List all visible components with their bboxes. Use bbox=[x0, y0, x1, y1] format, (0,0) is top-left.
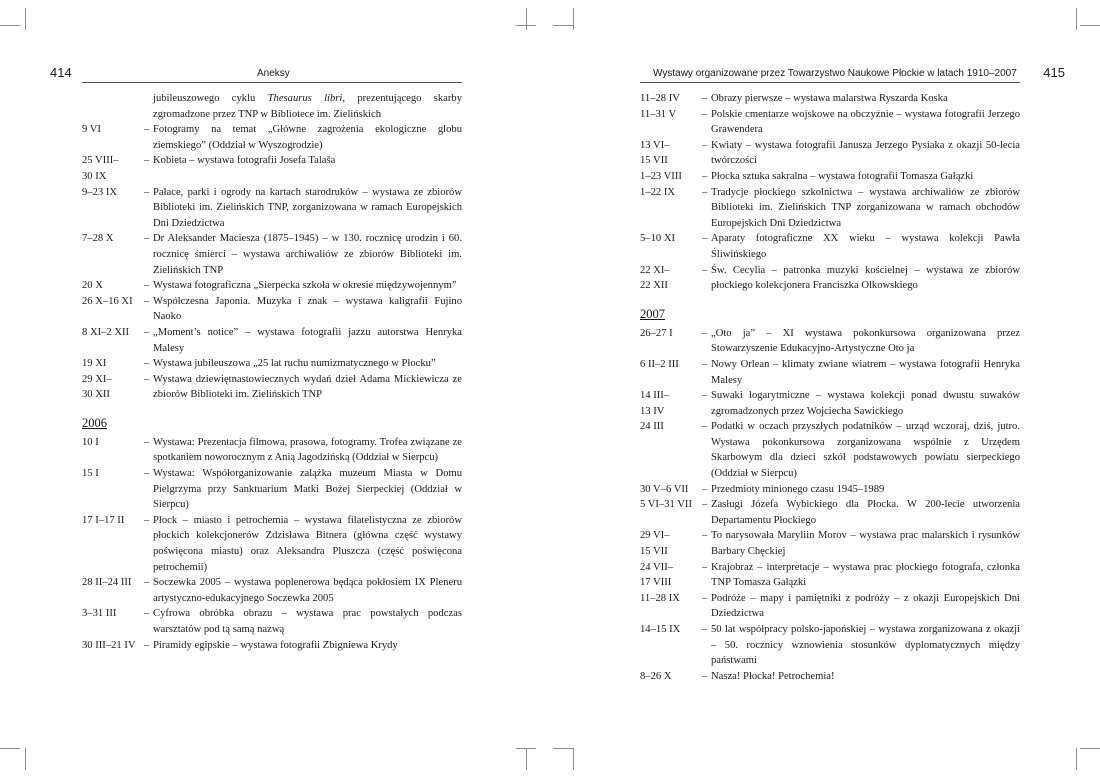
entry-dash: – bbox=[143, 233, 150, 245]
entry-date: 5 VI–31 VII bbox=[640, 499, 692, 511]
year-heading: 2006 bbox=[82, 415, 107, 430]
entry-dash: – bbox=[701, 186, 708, 198]
list-item bbox=[82, 435, 462, 466]
year-heading: 2007 bbox=[640, 306, 665, 321]
entry-text: Wystawa dziewiętnastowiecznych wydań dzieł Adama Mickiewicza ze zbiorów Biblioteki im. Zielińskich TNP bbox=[153, 373, 462, 401]
page-number: 415 bbox=[1043, 65, 1065, 80]
list-item bbox=[640, 91, 1020, 107]
list-item bbox=[640, 622, 1020, 669]
entry-dash: – bbox=[701, 592, 708, 604]
list-item bbox=[640, 528, 1020, 559]
entry-date: 1–22 IX bbox=[640, 186, 676, 198]
entry-text: Zasługi Józefa Wybickiego dla Płocka. W 200-lecie utworzenia Departamentu Płockiego bbox=[711, 499, 1020, 526]
list-item bbox=[640, 388, 1020, 419]
list-item bbox=[640, 591, 1020, 622]
entry-dash: – bbox=[143, 436, 150, 448]
entry-dash: – bbox=[701, 139, 708, 151]
entry-text: Fotogramy na temat „Główne zagrożenia ekologiczne globu ziemskiego” (Oddział w Wyszogrodzie) bbox=[153, 124, 462, 151]
entry-text: Wystawa jubileuszowa „25 lat ruchu numizmatycznego w Płocku” bbox=[153, 358, 436, 370]
entry-text: Piramidy egipskie – wystawa fotografii Zbigniewa Krydy bbox=[153, 639, 398, 651]
entry-text: „Moment’s notice” – wystawa fotografii jazzu autorstwa Henryka Malesy bbox=[153, 326, 462, 354]
entry-dash: – bbox=[143, 280, 150, 292]
entry-dash bbox=[140, 91, 153, 122]
crop-mark bbox=[573, 748, 574, 770]
entry-text: Dr Aleksander Maciesza (1875–1945) – w 130. rocznicę urodzin i 60. rocznicę śmierci – wystawa archiwaliów ze zbiorów Biblioteki im. Zielińskich TNP bbox=[153, 233, 462, 276]
entry-text: Soczewka 2005 – wystawa poplenerowa będąca pokłosiem IX Pleneru artystyczno-edukacyjnego Soczewka 2005 bbox=[153, 577, 462, 604]
entry-dash: – bbox=[701, 499, 708, 511]
entry-text: Suwaki logarytmiczne – wystawa kolekcji ponad dwustu suwaków zgromadzonych przez Wojciecha Sawickiego bbox=[711, 390, 1020, 417]
entry-date: 1–23 VIII bbox=[640, 170, 682, 182]
list-item bbox=[82, 372, 462, 403]
entry-dash: – bbox=[143, 577, 150, 589]
entry-dash: – bbox=[143, 155, 150, 167]
entry-dash: – bbox=[701, 390, 708, 402]
entry-dash: – bbox=[143, 468, 150, 480]
list-item bbox=[82, 278, 462, 294]
entry-text: Obrazy pierwsze – wystawa malarstwa Ryszarda Koska bbox=[711, 93, 948, 104]
entry-text: Płocka sztuka sakralna – wystawa fotografii Tomasza Gałązki bbox=[711, 170, 974, 182]
list-item bbox=[640, 263, 1020, 294]
list-item bbox=[82, 122, 462, 153]
entry-dash: – bbox=[143, 358, 150, 370]
running-head: Aneksy bbox=[257, 68, 290, 79]
entry-dash: – bbox=[143, 639, 150, 651]
entry-text: Wystawa: Prezentacja filmowa, prasowa, fotogramy. Trofea związane ze spotkaniem noworocznym z Anią Jagodzińską (Oddział w Sierpcu) bbox=[153, 436, 462, 464]
crop-mark bbox=[0, 25, 20, 26]
entry-text: Pałace, parki i ogrody na kartach starodruków – wystawa ze zbiorów Biblioteki im. Zielińskich TNP, zorganizowana w ramach Europejskich Dni Dziedzictwa bbox=[153, 186, 462, 229]
entry-dash: – bbox=[143, 608, 150, 620]
entry-text: Cyfrowa obróbka obrazu – wystawa prac powstałych podczas warsztatów pod tą samą nazwą bbox=[153, 608, 462, 635]
running-head: Wystawy organizowane przez Towarzystwo Naukowe Płockie w latach 1910–2007 bbox=[653, 68, 1017, 79]
entry-dash: – bbox=[701, 358, 708, 370]
crop-mark bbox=[573, 8, 574, 30]
list-item bbox=[640, 669, 1020, 685]
list-item bbox=[82, 91, 462, 122]
entry-text: Nasza! Płocka! Petrochemia! bbox=[711, 670, 835, 682]
list-item bbox=[640, 169, 1020, 185]
entry-date: 8–26 X bbox=[640, 670, 672, 682]
crop-mark bbox=[1076, 8, 1077, 30]
entry-text: Wystawa: Współorganizowanie zalążka muzeum Miasta w Domu Pielgrzyma przy Sanktuarium Matki Bożej Sierpeckiej (Oddział w Sierpcu) bbox=[153, 468, 462, 511]
entry-date: 7–28 X bbox=[82, 233, 114, 245]
page-body bbox=[82, 91, 462, 653]
entry-dash: – bbox=[701, 483, 708, 495]
entry-date: 5–10 XI bbox=[640, 233, 676, 245]
entry-date: 22 XI– 22 XII bbox=[640, 264, 670, 292]
crop-mark bbox=[526, 8, 527, 30]
crop-mark bbox=[0, 748, 20, 749]
list-item bbox=[82, 356, 462, 372]
entry-text: Kwiaty – wystawa fotografii Janusza Jerzego Pysiaka z okazji 50-lecia twórczości bbox=[711, 139, 1020, 167]
entry-date: 11–31 V bbox=[640, 108, 677, 120]
list-item bbox=[640, 357, 1020, 388]
left-page bbox=[50, 60, 462, 653]
entry-date: 9 VI bbox=[82, 124, 101, 136]
entry-dash: – bbox=[701, 670, 708, 682]
entry-date: 26–27 I bbox=[640, 327, 673, 339]
crop-mark bbox=[25, 8, 26, 30]
entry-dash: – bbox=[143, 124, 150, 136]
entry-dash: – bbox=[701, 421, 708, 433]
list-item bbox=[640, 185, 1020, 232]
entry-dash: – bbox=[143, 326, 150, 338]
right-page bbox=[640, 60, 1065, 684]
entry-date: 11–28 IV bbox=[640, 93, 680, 104]
entry-dash: – bbox=[701, 233, 708, 245]
entry-text: Podróże – mapy i pamiętniki z podróży – z okazji Europejskich Dni Dziedzictwa bbox=[711, 592, 1020, 620]
list-item bbox=[640, 107, 1020, 138]
list-item bbox=[82, 294, 462, 325]
entry-dash: – bbox=[701, 561, 708, 573]
entry-text: To narysowała Maryliin Morov – wystawa prac malarskich i rysunków Barbary Chęckiej bbox=[711, 530, 1020, 558]
entry-dash: – bbox=[701, 624, 708, 635]
entry-date: 26 X–16 XI bbox=[82, 295, 133, 307]
crop-mark bbox=[25, 748, 26, 770]
entry-date: 13 VI– 15 VII bbox=[640, 139, 670, 167]
page-header bbox=[50, 60, 462, 83]
entry-dash: – bbox=[701, 530, 708, 542]
entry-date: 20 X bbox=[82, 280, 103, 292]
entry-date: 24 VII– 17 VIII bbox=[640, 561, 674, 589]
entry-dash: – bbox=[701, 264, 708, 276]
entry-date: 30 V–6 VII bbox=[640, 483, 689, 495]
entry-text: Płock – miasto i petrochemia – wystawa filatelistyczna ze zbiorów płockich kolekcjonerów Zdzisława Bitnera (główna część wystawy poświęcona miastu) oraz Aleksandra Pluszcza (część poświęcona petrochemii) bbox=[153, 514, 462, 573]
entry-dash: – bbox=[143, 186, 150, 198]
entry-text: Tradycje płockiego szkolnictwa – wystawa archiwaliów ze zbiorów Biblioteki im. Zielińskich TNP zorganizowana w ramach obchodów Europejskich Dni Dziedzictwa bbox=[711, 186, 1020, 229]
entry-text: Krajobraz – interpretacje – wystawa prac płockiego fotografa, członka TNP Tomasza Gałązki bbox=[711, 561, 1020, 589]
entry-dash: – bbox=[701, 170, 708, 182]
entry-text: Kobieta – wystawa fotografii Josefa Talaša bbox=[153, 155, 336, 167]
list-item bbox=[82, 153, 462, 184]
entry-text: Św. Cecylia – patronka muzyki kościelnej – wystawa ze zbiorów płockiego kolekcjonera Franciszka Olkowskiego bbox=[711, 264, 1020, 292]
entry-dash: – bbox=[143, 514, 150, 526]
list-item bbox=[82, 185, 462, 232]
list-item bbox=[82, 231, 462, 278]
entry-text: Przedmioty minionego czasu 1945–1989 bbox=[711, 483, 885, 495]
entry-dash: – bbox=[701, 108, 708, 120]
entry-date bbox=[82, 91, 140, 122]
entry-date: 28 II–24 III bbox=[82, 577, 132, 589]
list-item bbox=[640, 482, 1020, 498]
list-item bbox=[82, 606, 462, 637]
entry-text: jubileuszowego cyklu Thesaurus libri, prezentującego skarby zgromadzone przez TNP w Bibliotece im. Zielińskich bbox=[153, 93, 462, 120]
entry-text: Współczesna Japonia. Muzyka i znak – wystawa kaligrafii Fujino Naoko bbox=[153, 295, 462, 323]
list-item bbox=[82, 325, 462, 356]
entry-date: 8 XI–2 XII bbox=[82, 326, 130, 338]
entry-date: 10 I bbox=[82, 436, 99, 448]
entry-dash: – bbox=[143, 295, 150, 307]
entry-date: 9–23 IX bbox=[82, 186, 118, 198]
list-item bbox=[640, 231, 1020, 262]
entry-dash: – bbox=[701, 327, 708, 339]
crop-mark bbox=[526, 748, 527, 770]
entry-dash: – bbox=[143, 373, 150, 385]
crop-mark bbox=[553, 748, 573, 749]
entry-text: Wystawa fotograficzna „Sierpecka szkoła w okresie międzywojennym” bbox=[153, 280, 457, 292]
page-number: 414 bbox=[50, 65, 72, 80]
list-item bbox=[82, 638, 462, 654]
entry-text: Polskie cmentarze wojskowe na obczyźnie – wystawa fotografii Jerzego Grawendera bbox=[711, 108, 1020, 136]
entry-date: 19 XI bbox=[82, 358, 107, 370]
list-item bbox=[640, 138, 1020, 169]
entry-text: Nowy Orlean – klimaty zwiane wiatrem – wystawa fotografii Henryka Malesy bbox=[711, 358, 1020, 386]
entry-date: 29 XI– 30 XII bbox=[82, 373, 112, 401]
entry-text: „Oto ja” – XI wystawa pokonkursowa organizowana przez Stowarzyszenie Edukacyjno-Artystyczne Oto ja bbox=[711, 327, 1020, 355]
list-item bbox=[640, 326, 1020, 357]
list-item bbox=[82, 575, 462, 606]
list-item bbox=[640, 497, 1020, 528]
crop-mark bbox=[1080, 25, 1100, 26]
entry-date: 24 III bbox=[640, 421, 664, 433]
crop-mark bbox=[1080, 748, 1100, 749]
entry-dash: – bbox=[701, 93, 708, 104]
entry-date: 3–31 III bbox=[82, 608, 117, 620]
entry-date: 6 II–2 III bbox=[640, 358, 679, 370]
entry-date: 15 I bbox=[82, 468, 99, 480]
crop-mark bbox=[1076, 748, 1077, 770]
entry-date: 30 III–21 IV bbox=[82, 639, 136, 651]
entry-text: Podatki w oczach przyszłych podatników – urząd wczoraj, dziś, jutro. Wystawa pokonkursowa zorganizowana wspólnie z Urzędem Skarbowym dla dzieci szkół podstawowych powiatu sierpeckiego (Oddział w Sierpcu) bbox=[711, 421, 1020, 480]
entry-date: 14 III– 13 IV bbox=[640, 390, 670, 417]
entry-text: Aparaty fotograficzne XX wieku – wystawa kolekcji Pawła Śliwińskiego bbox=[711, 233, 1020, 260]
crop-mark bbox=[553, 25, 573, 26]
entry-text: 50 lat współpracy polsko-japońskiej – wystawa zorganizowana z okazji – 50. rocznicy wznowienia stosunków dyplomatycznych między państwami bbox=[711, 624, 1020, 667]
entry-date: 11–28 IX bbox=[640, 592, 680, 604]
entry-date: 17 I–17 II bbox=[82, 514, 125, 526]
list-item bbox=[82, 513, 462, 575]
page-body bbox=[640, 91, 1020, 684]
entry-date: 25 VIII– 30 IX bbox=[82, 155, 119, 182]
entry-date: 29 VI– 15 VII bbox=[640, 530, 670, 558]
entry-date: 14–15 IX bbox=[640, 624, 681, 635]
list-item bbox=[640, 560, 1020, 591]
list-item bbox=[640, 419, 1020, 481]
page-header bbox=[640, 60, 1065, 83]
list-item bbox=[82, 466, 462, 513]
